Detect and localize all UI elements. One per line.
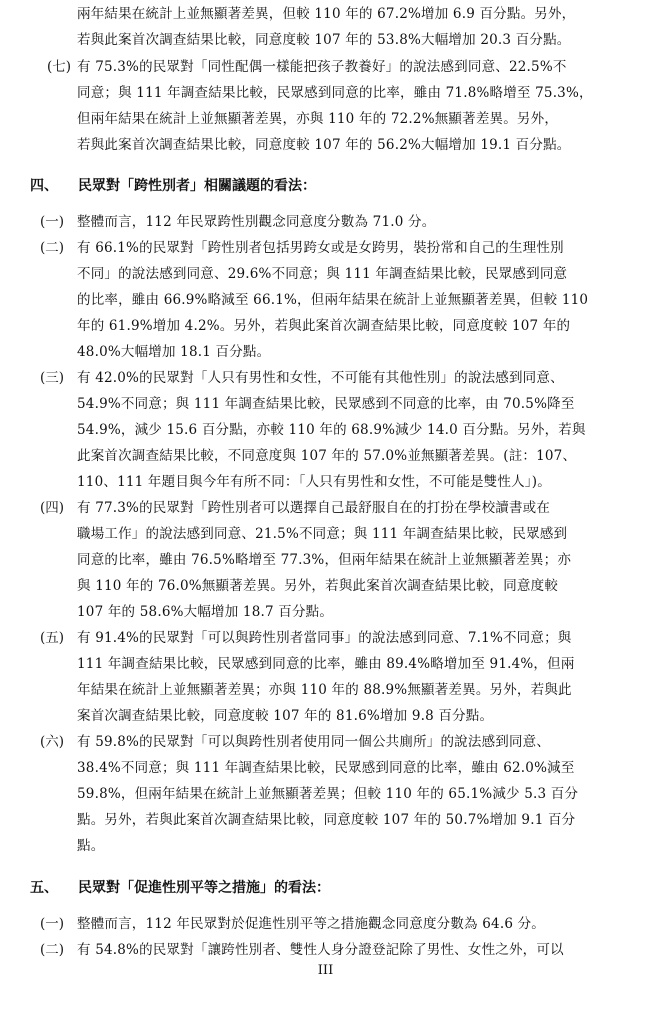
paragraph-line: 年的 61.9%增加 4.2%。另外，若與此案首次調查結果比較，同意度較 107 年的 <box>77 318 571 334</box>
list-item-number: (六) <box>40 734 65 750</box>
list-item-number: (三) <box>40 370 65 386</box>
paragraph-line: 111 年調查結果比較，民眾感到同意的比率，雖由 89.4%略增加至 91.4%，但兩 <box>77 656 575 672</box>
paragraph-line: 的比率，雖由 66.9%略減至 66.1%，但兩年結果在統計上並無顯著差異，但較 110 <box>77 292 589 308</box>
paragraph-line: 兩年結果在統計上並無顯著差異，但較 110 年的 67.2%增加 6.9 百分點。另外， <box>77 6 576 22</box>
paragraph-line: 110、111 年題目與今年有所不同：「人只有男性和女性，不可能是雙性人」)。 <box>77 474 551 490</box>
section-number: 五、 <box>30 880 58 896</box>
paragraph-line: 38.4%不同意；與 111 年調查結果比較，民眾感到同意的比率，雖由 62.0%減至 <box>77 760 575 776</box>
paragraph-line: 有 75.3%的民眾對「同性配偶一樣能把孩子教養好」的說法感到同意、22.5%不 <box>77 59 567 75</box>
paragraph-line: 職場工作」的說法感到同意、21.5%不同意；與 111 年調查結果比較，民眾感到 <box>77 526 568 542</box>
paragraph-line: 有 77.3%的民眾對「跨性別者可以選擇自己最舒服自在的打扮在學校讀書或在 <box>77 500 551 516</box>
paragraph-line: 有 42.0%的民眾對「人只有男性和女性，不可能有其他性別」的說法感到同意、 <box>77 370 564 386</box>
paragraph-line: 點。另外，若與此案首次調查結果比較，同意度較 107 年的 50.7%增加 9.1 百分 <box>77 812 576 828</box>
list-item-number: (四) <box>40 500 65 516</box>
paragraph-line: 案首次調查結果比較，同意度較 107 年的 81.6%增加 9.8 百分點。 <box>77 708 494 724</box>
paragraph-line: 有 59.8%的民眾對「可以與跨性別者使用同一個公共廁所」的說法感到同意、 <box>77 734 551 750</box>
list-item-number: (一) <box>40 916 65 932</box>
paragraph-line: 若與此案首次調查結果比較，同意度較 107 年的 53.8%大幅增加 20.3 百分點。 <box>77 32 571 48</box>
section-title: 民眾對「促進性別平等之措施」的看法： <box>78 880 330 896</box>
paragraph-line: 54.9%，減少 15.6 百分點，亦較 110 年的 68.9%減少 14.0 百分點。另外，若與 <box>77 422 586 438</box>
paragraph-line: 107 年的 58.6%大幅增加 18.7 百分點。 <box>77 604 334 620</box>
paragraph-line: 有 54.8%的民眾對「讓跨性別者、雙性人身分證登記除了男性、女性之外，可以 <box>77 942 564 958</box>
list-item-number: (五) <box>40 630 65 646</box>
paragraph-line: 與 110 年的 76.0%無顯著差異。另外，若與此案首次調查結果比較，同意度較 <box>77 578 559 594</box>
list-item-number: (二) <box>40 942 65 958</box>
list-item-number: (二) <box>40 240 65 256</box>
paragraph-line: 54.9%不同意；與 111 年調查結果比較，民眾感到不同意的比率，由 70.5%降至 <box>77 396 575 412</box>
list-item-number: (一) <box>40 214 65 230</box>
paragraph-line: 整體而言，112 年民眾對於促進性別平等之措施觀念同意度分數為 64.6 分。 <box>77 916 545 932</box>
paragraph-line: 同意；與 111 年調查結果比較，民眾感到同意的比率，雖由 71.8%略增至 75.3%， <box>77 85 593 101</box>
paragraph-line: 點。 <box>77 838 105 854</box>
paragraph-line: 此案首次調查結果比較，不同意度與 107 年的 57.0%並無顯著差異。(註：107、 <box>77 448 577 464</box>
list-item-number: (七) <box>47 59 72 75</box>
paragraph-line: 若與此案首次調查結果比較，同意度較 107 年的 56.2%大幅增加 19.1 百分點。 <box>77 137 571 153</box>
paragraph-line: 59.8%，但兩年結果在統計上並無顯著差異；但較 110 年的 65.1%減少 5.3 百分 <box>77 786 579 802</box>
paragraph-line: 但兩年結果在統計上並無顯著差異，亦與 110 年的 72.2%無顯著差異。另外， <box>77 111 559 127</box>
section-number: 四、 <box>30 178 58 194</box>
paragraph-line: 年結果在統計上並無顯著差異；亦與 110 年的 88.9%無顯著差異。另外，若與此 <box>77 682 572 698</box>
paragraph-line: 不同」的說法感到同意、29.6%不同意；與 111 年調查結果比較，民眾感到同意 <box>77 266 568 282</box>
paragraph-line: 整體而言，112 年民眾跨性別觀念同意度分數為 71.0 分。 <box>77 214 436 230</box>
page-number: III <box>317 963 334 978</box>
paragraph-line: 48.0%大幅增加 18.1 百分點。 <box>77 344 271 360</box>
paragraph-line: 有 66.1%的民眾對「跨性別者包括男跨女或是女跨男，裝扮常和自己的生理性別 <box>77 240 564 256</box>
section-title: 民眾對「跨性別者」相關議題的看法： <box>78 178 316 194</box>
paragraph-line: 有 91.4%的民眾對「可以與跨性別者當同事」的說法感到同意、7.1%不同意；與 <box>77 630 572 646</box>
paragraph-line: 同意的比率，雖由 76.5%略增至 77.3%，但兩年結果在統計上並無顯著差異；亦 <box>77 552 572 568</box>
